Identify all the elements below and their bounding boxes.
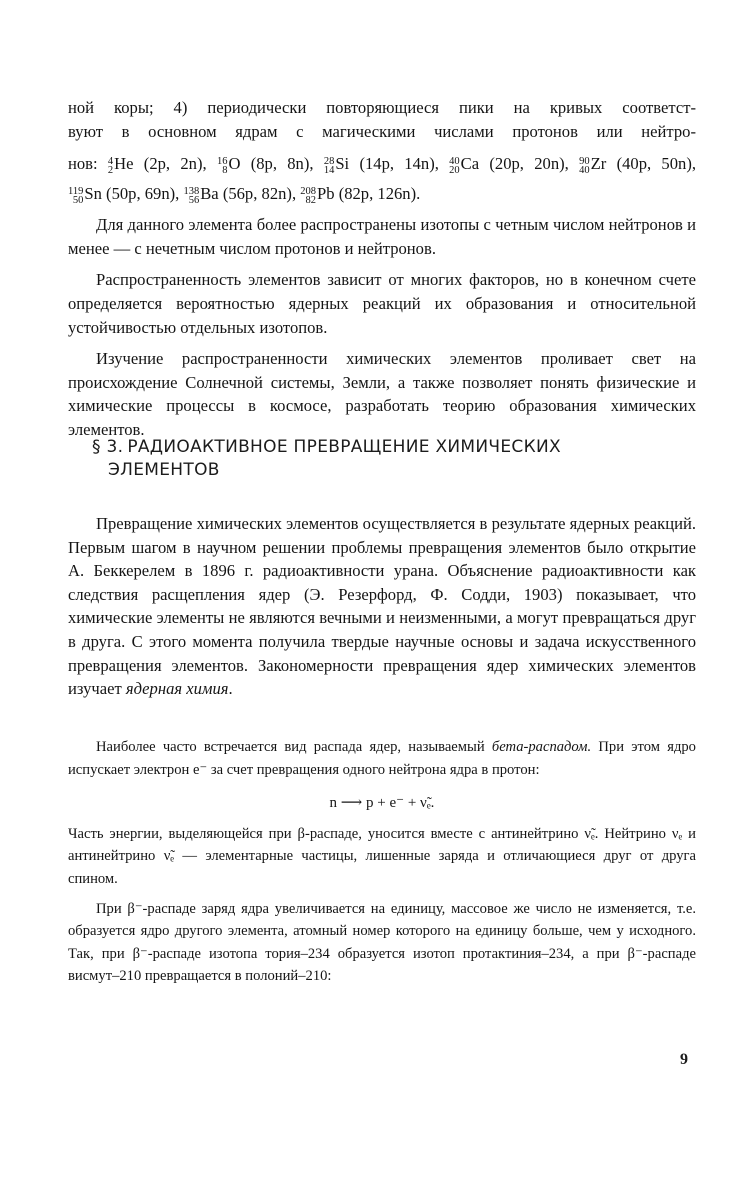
- section-number: § 3.: [92, 437, 124, 457]
- isotope-item: 90 40 Zr: [579, 154, 607, 177]
- section-title-line-2: ЭЛЕМЕНТОВ: [108, 460, 220, 480]
- paragraph-abundance-study: Изучение распространенности химических элементов проливает свет на происхождение Солнечной системы, Земли, а также позволяет понять физические и химические процессы в космосе, разработать теорию образования химических элементов.: [68, 349, 696, 439]
- isotope-intro: нов:: [68, 154, 108, 174]
- decay-equation: n ⟶ p + e⁻ + ν̃ₑ.: [329, 795, 435, 812]
- isotope-item: 4 2 He (2p, 2n),: [107, 154, 207, 177]
- isotope-item: 16 8 O (8p, 8n),: [216, 154, 314, 177]
- beta-decay-rest: При этом ядро испускает электрон e⁻ за счет превращения одного нейтрона ядра в протон:: [68, 739, 696, 778]
- paragraph-transformation-text: Превращение химических элементов осуществляется в результате ядерных реакций. Первым шагом в научном решении проблемы превращения элементов было открытие А. Беккерелем в 1896 г. радиоактивности урана. Объяснение радиоактивности как следствия расщепления ядер (Э. Резерфорд, Ф. Содди, 1903) показывает, что химические элементы не являются вечными и неизменными, а могут превращаться друг в друга. С этого момента получила твердые научные основы и задача искусственного превращения элементов. Закономерности превращения ядер химических элементов изучает: [68, 514, 696, 699]
- section-heading: [92, 436, 696, 482]
- line-1: ной коры; 4) периодически повторяющиеся пики на кривых соответст-: [68, 98, 696, 117]
- page-number: 9: [680, 1051, 688, 1068]
- beta-decay-block: [68, 736, 696, 988]
- paragraph-isotope-abundance: Для данного элемента более распространены изотопы с четным числом нейтронов и менее — с нечетным числом протонов и нейтронов.: [68, 215, 696, 258]
- isotope-item: (40p, 50n),: [616, 154, 696, 174]
- isotope-item: 208 82 Pb (82p, 126n).: [300, 184, 421, 207]
- isotope-item: 119 50 Sn (50p, 69n),: [68, 184, 180, 207]
- period: .: [228, 679, 233, 699]
- isotope-item: 40 20 Ca (20p, 20n),: [449, 154, 569, 177]
- isotope-list: [68, 149, 696, 209]
- isotope-item: 28 14 Si (14p, 14n),: [323, 154, 439, 177]
- paragraph-antineutrino: Часть энергии, выделяющейся при β-распаде, уносится вместе с антинейтрино ν̃ₑ. Нейтрино νₑ и антинейтрино ν̃ₑ — элементарные частицы, лишенные заряда и отличающиеся друг от друга спином.: [68, 825, 696, 887]
- line-2: вуют в основном ядрам с магическими числами протонов или нейтро-: [68, 121, 696, 141]
- beta-decay-intro: Наиболее часто встречается вид распада ядер, называемый: [96, 739, 485, 755]
- section-title-line-1: РАДИОАКТИВНОЕ ПРЕВРАЩЕНИЕ ХИМИЧЕСКИХ: [127, 437, 561, 457]
- top-text-block: [68, 96, 696, 442]
- section-intro-block: [68, 512, 696, 701]
- isotope-item: 138 56 Ba (56p, 82n),: [183, 184, 297, 207]
- paragraph-beta-minus-decay: При β⁻-распаде заряд ядра увеличивается на единицу, массовое же число не изменяется, т.е. образуется ядро другого элемента, атомный номер которого на единицу больше, чем у исходного. Так, при β⁻-распаде изотопа тория–234 образуется изотоп протактиния–234, а при β⁻-распаде висмут–210 превращается в полоний–210:: [68, 900, 696, 985]
- nuclear-chemistry-term: ядерная химия: [125, 679, 229, 699]
- paragraph-element-abundance: Распространенность элементов зависит от многих факторов, но в конечном счете определяется вероятностью ядерных реакций их образования и относительной устойчивостью отдельных изотопов.: [68, 270, 696, 337]
- beta-decay-term: бета-распадом.: [491, 739, 592, 755]
- paragraph-transformation: [68, 512, 696, 701]
- paragraph-beta-decay: [68, 736, 696, 781]
